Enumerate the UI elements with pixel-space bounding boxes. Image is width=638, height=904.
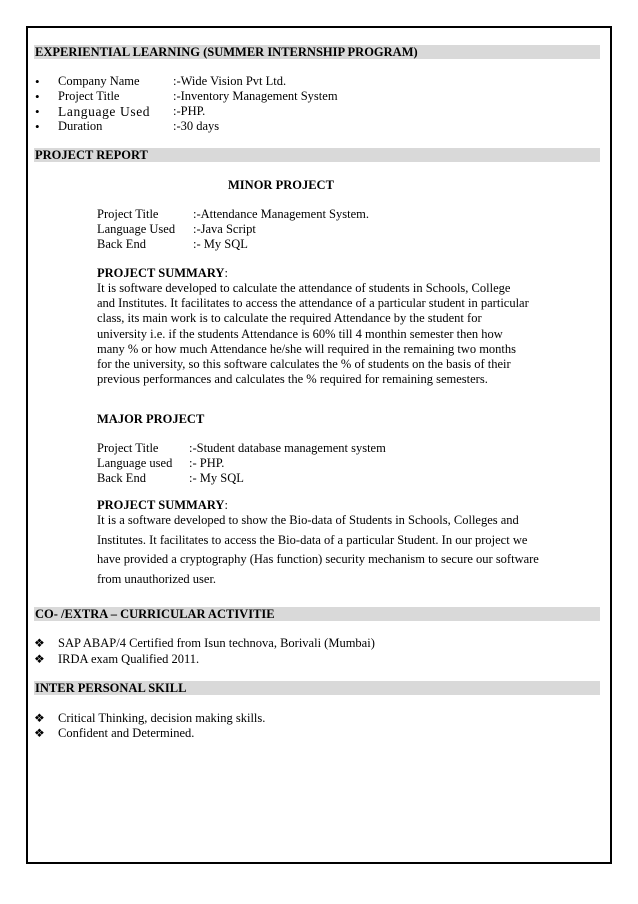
row-value: :-Attendance Management System. [193,207,369,221]
minor-row [97,207,369,222]
major-project-heading: MAJOR PROJECT [97,412,205,426]
row-value: :- My SQL [193,237,248,251]
major-row [97,441,386,456]
major-row [97,471,244,486]
diamond-bullet-icon: ❖ [34,726,45,740]
summary-line: Institutes. It facilitates to access the Bio-data of a particular Student. In our project we [97,532,528,547]
major-summary [97,511,563,589]
item-label: Company Name [58,74,140,88]
item-value: :-PHP. [173,104,206,118]
summary-line: university i.e. if the students Attendance is 60% till 4 monthin semester then how [97,326,503,341]
item-value: :-Wide Vision Pvt Ltd. [173,74,287,88]
summary-line: and Institutes. It facilitates to access the attendance of a particular student in particular [97,296,529,311]
minor-row [97,237,248,252]
summary-colon: : [224,498,228,512]
summary-line: for the university, so this software calculates the % of students on the basis of their [97,357,511,372]
bullet-icon: • [35,119,40,134]
item-value: :-30 days [173,119,220,133]
item-value: :-Inventory Management System [173,89,338,103]
section-header-interpersonal: INTER PERSONAL SKILL [34,681,600,695]
item-label: Project Title [58,89,120,103]
diamond-bullet-icon: ❖ [34,652,45,666]
section-header-project-report: PROJECT REPORT [34,148,600,162]
row-label: Project Title [97,207,159,221]
summary-heading: PROJECT SUMMARY [97,266,225,280]
summary-colon: : [224,266,228,280]
diamond-bullet-icon: ❖ [34,636,45,650]
major-row [97,456,225,471]
row-label: Back End [97,471,146,485]
minor-summary-heading-line [97,266,228,281]
minor-row [97,222,256,237]
summary-line: It is a software developed to show the Bio-data of Students in Schools, Colleges and [97,513,519,527]
bullet-icon: • [35,104,40,119]
section-header-extra-curricular: CO- /EXTRA – CURRICULAR ACTIVITIE [34,607,600,621]
bullet-icon: • [35,89,40,104]
bullet-icon: • [35,74,40,89]
row-value: :-Java Script [193,222,256,236]
summary-line: many % or how much Attendance he/she will required in the remaining two months [97,341,517,356]
item-label: Duration [58,119,103,133]
diamond-bullet-icon: ❖ [34,711,45,725]
item-text: IRDA exam Qualified 2011. [58,652,200,666]
row-value: :- My SQL [189,471,244,485]
summary-line: class, its main work is to calculate the required Attendance by the student for [97,311,482,326]
row-label: Project Title [97,441,159,455]
row-value: :- PHP. [189,456,225,470]
summary-line: It is software developed to calculate the attendance of students in Schools, College [97,281,511,295]
summary-heading: PROJECT SUMMARY [97,498,225,512]
summary-line: have provided a cryptography (Has function) security mechanism to secure our software [97,552,539,566]
summary-line: from unauthorized user. [97,571,217,586]
section-header-internship: EXPERIENTIAL LEARNING (SUMMER INTERNSHIP PROGRAM) [34,45,600,59]
item-text: SAP ABAP/4 Certified from Isun technova, Borivali (Mumbai) [58,636,375,650]
minor-project-heading: MINOR PROJECT [228,178,334,192]
row-value: :-Student database management system [189,441,386,455]
item-text: Confident and Determined. [58,726,195,740]
minor-summary [97,281,543,387]
row-label: Language used [97,456,173,470]
summary-line: previous performances and calculates the % required for remaining semesters. [97,372,488,387]
row-label: Language Used [97,222,176,236]
item-text: Critical Thinking, decision making skills. [58,711,266,725]
row-label: Back End [97,237,146,251]
item-label: Language Used [58,104,151,119]
